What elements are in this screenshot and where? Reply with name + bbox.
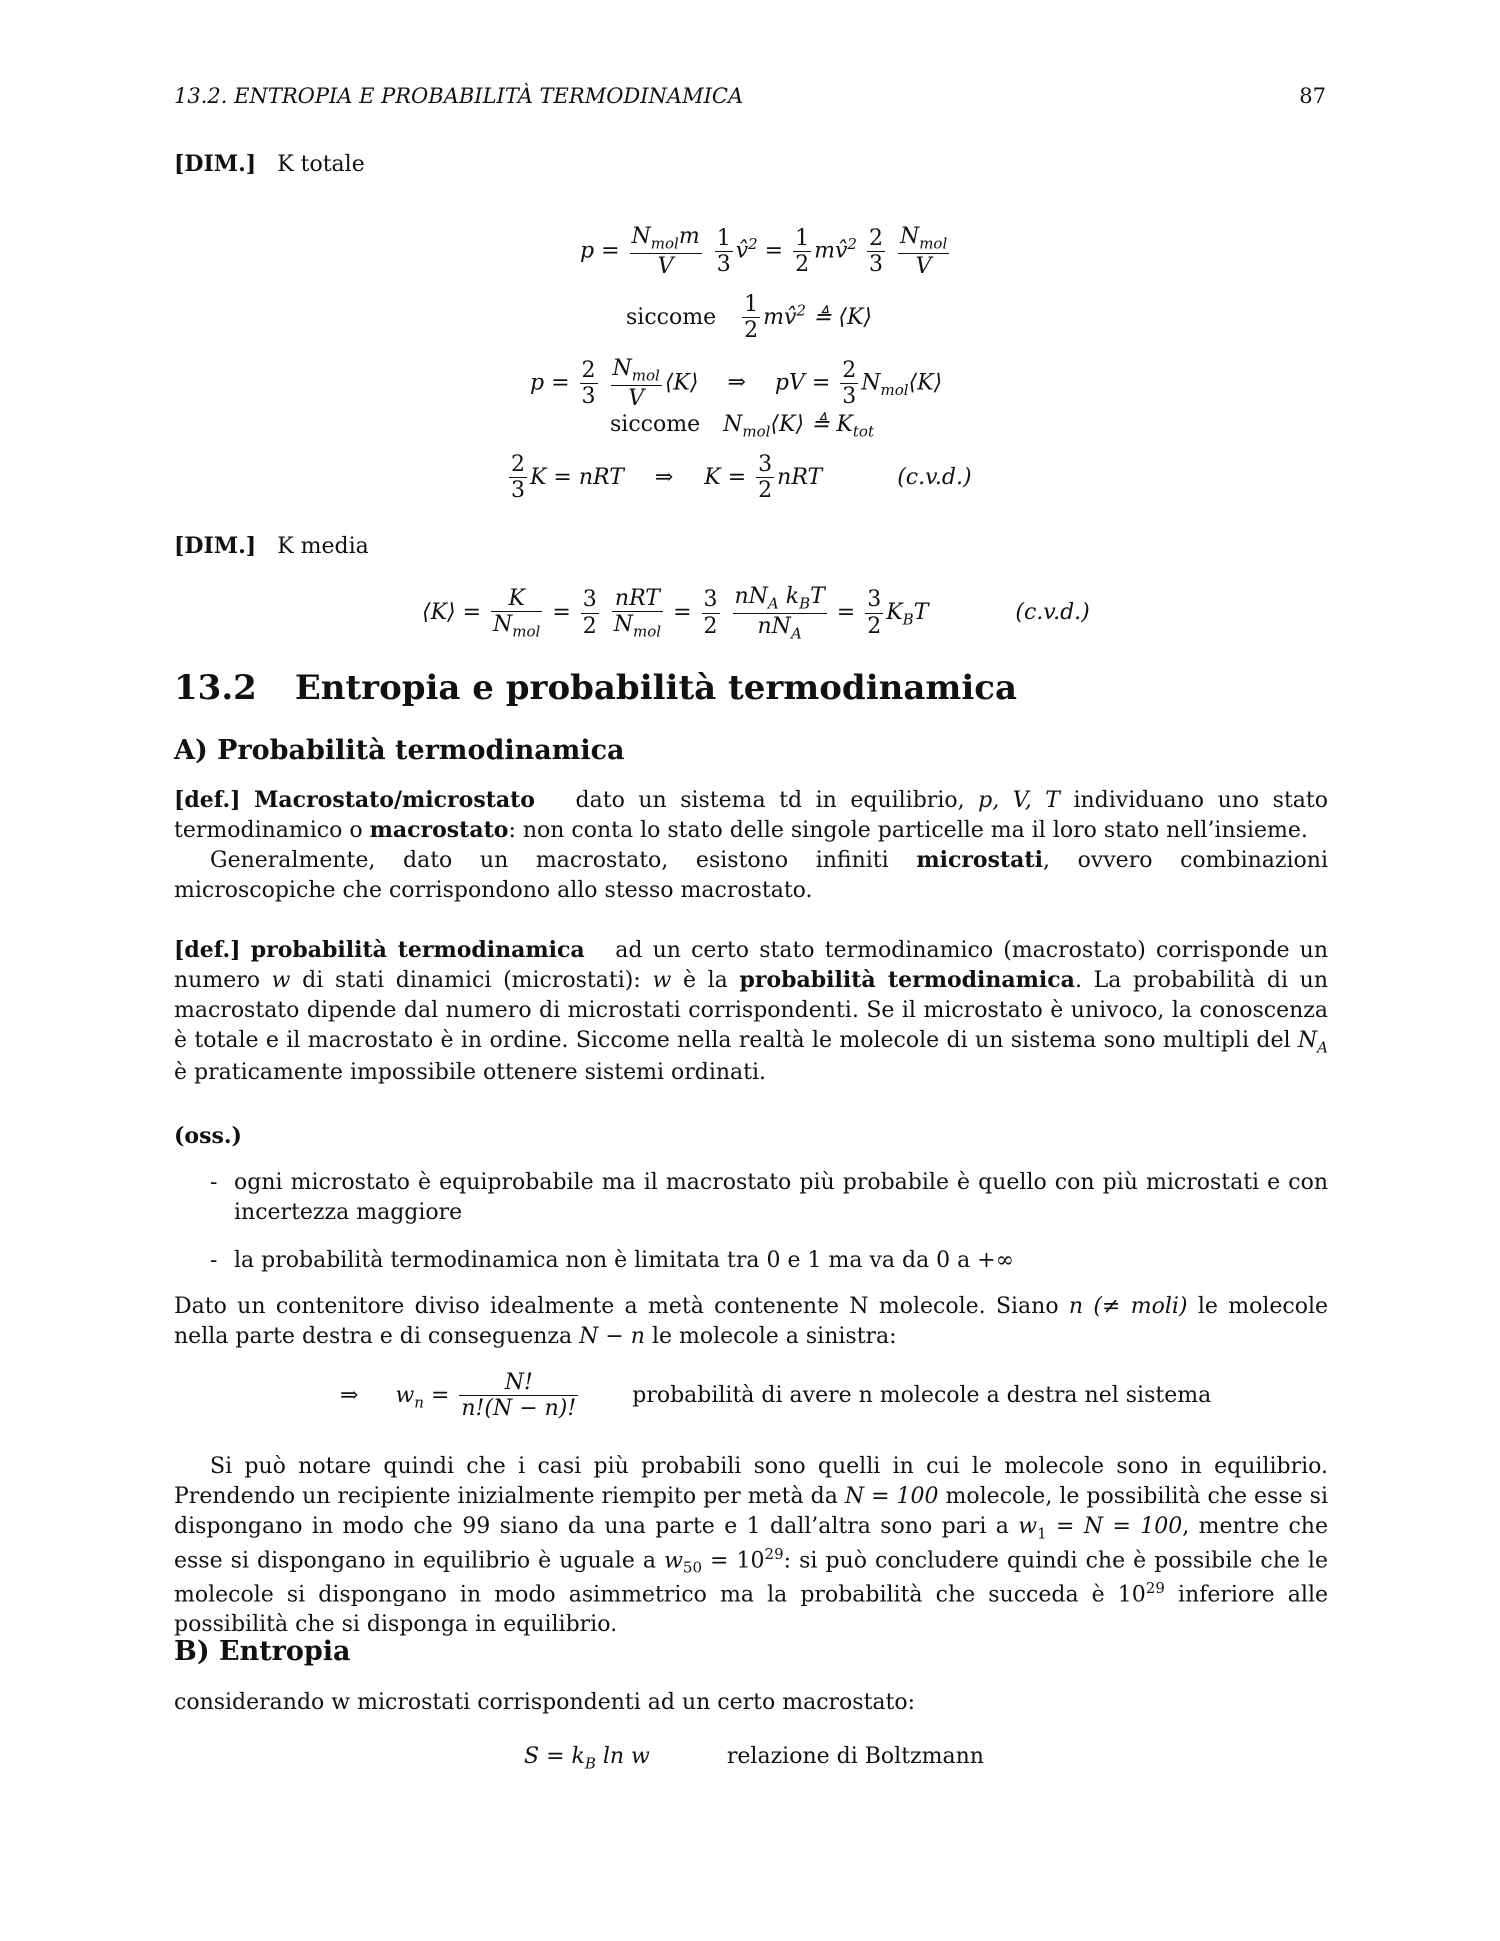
- list-item-text: la probabilità termodinamica non è limitata tra 0 e 1 ma va da 0 a +∞: [234, 1247, 1015, 1273]
- def-var: w: [652, 967, 672, 993]
- def-bold: probabilità termodinamica: [739, 966, 1075, 993]
- definition-macrostato: [174, 786, 1328, 906]
- oss-tag: [174, 1122, 1328, 1152]
- fraction: $\frac{3}{2}$: [758, 452, 773, 504]
- fraction: $\frac{N_{mol}}{V}$: [612, 356, 660, 411]
- para-text: molecole, le possibilità che esse si dispongano in modo che 99 siano da una parte e 1 dall’altra sono pari a: [174, 1483, 1328, 1539]
- para-var: w: [1018, 1513, 1038, 1539]
- cvd-label: (c.v.d.): [1015, 600, 1090, 626]
- paragraph-equilibrio: [174, 1452, 1328, 1640]
- boltzmann-rest: ln w: [595, 1744, 650, 1769]
- wn-description: probabilità di avere n molecole a destra nel sistema: [632, 1382, 1212, 1408]
- para-var: n: [1068, 1294, 1084, 1319]
- def-bold: macrostato: [369, 816, 509, 843]
- para-sup: 29: [764, 1544, 784, 1563]
- dim-label: K media: [277, 534, 369, 559]
- equation-k-totale: $\frac{2}{3}$ K = nRT ⇒ K = $\frac{3}{2}$ nRT (c.v.d.): [511, 452, 972, 504]
- boltzmann-description: relazione di Boltzmann: [726, 1744, 984, 1769]
- dim-tag: [DIM.]: [174, 151, 257, 177]
- list-dash: -: [210, 1247, 218, 1273]
- list-item: [210, 1246, 1328, 1276]
- fraction: $\frac{3}{2}$: [582, 587, 597, 639]
- fraction: $\frac{2}{3}$: [511, 452, 525, 504]
- implies-arrow: ⇒: [340, 1382, 359, 1408]
- fraction: $\frac{N_{mol}}{V}$: [899, 224, 948, 279]
- cvd-label: (c.v.d.): [897, 464, 972, 490]
- para-text: , mentre che esse si dispongano in equilibrio è uguale a: [174, 1513, 1328, 1573]
- page-number: 87: [1299, 84, 1326, 108]
- paragraph-entropia: [174, 1688, 1328, 1718]
- fraction: $\frac{1}{2}$: [795, 225, 810, 277]
- fraction: $\frac{1}{2}$: [744, 292, 759, 344]
- def-term: probabilità termodinamica: [250, 937, 585, 963]
- wn-numerator: N!: [459, 1370, 578, 1396]
- list-item-text: ogni microstato è equiprobabile ma il macrostato più probabile è quello con più microstati e con incertezza maggiore: [234, 1170, 1328, 1225]
- para-text: considerando w microstati corrispondenti ad un certo macrostato:: [174, 1690, 916, 1715]
- equation-k-media: ⟨K⟩ = $\frac{K}{N_{mol}}$ = $\frac{3}{2}$ $\frac{\text{nRT}}{N_{mol}}$ = $\frac{3}{2}$ $\frac{nN_A k_BT}{nN_A}$ = $\frac{3}{2}$ $K_BT$ (c.v.d.): [422, 584, 1090, 643]
- equation-pressure-1: p = $\frac{N_{mol}m}{V}$ $\frac{1}{3}$ v̂$^2$ = $\frac{1}{2}$ mv̂$^2$ $\frac{2}{3}$ $\frac{N_{mol}}{V}$: [580, 224, 948, 279]
- dim-k-totale: [174, 150, 1328, 180]
- def-text: di stati dinamici (microstati):: [290, 967, 653, 993]
- para-text: le molecole nella parte destra e di conseguenza: [174, 1294, 1329, 1349]
- fraction: $\frac{2}{3}$: [842, 357, 857, 409]
- section-number: 13.2: [174, 668, 257, 708]
- def-sub: A: [1317, 1038, 1328, 1057]
- fraction: [459, 1370, 578, 1422]
- def-text: , ovvero combinazioni microscopiche che corrispondono allo stesso macrostato.: [174, 847, 1329, 903]
- para-sup: 29: [1145, 1578, 1165, 1597]
- fraction: $\frac{2}{3}$: [581, 357, 596, 409]
- def-var: N: [1297, 1027, 1318, 1053]
- dim-label: K totale: [277, 152, 365, 177]
- siccome-word: siccome: [626, 304, 717, 330]
- list-dash: -: [210, 1170, 218, 1195]
- def-var: w: [271, 967, 291, 993]
- para-var: N − n: [579, 1323, 645, 1349]
- fraction: $\frac{3}{2}$: [703, 587, 718, 639]
- def-text: . La probabilità di un macrostato dipende dal numero di microstati corrispondenti. Se il microstato è univoco, la conoscenza è totale e il macrostato è in ordine. Siccome nella realtà le molecole di un sistema sono multipli del: [174, 967, 1328, 1053]
- def-bold: microstati: [916, 846, 1043, 873]
- paragraph-contenitore: [174, 1292, 1328, 1352]
- para-var: = N = 100: [1046, 1513, 1183, 1539]
- para-sub: 1: [1037, 1524, 1047, 1543]
- def-tag: [def.]: [174, 787, 241, 813]
- def-text: è la: [671, 967, 740, 993]
- def-text: individuano uno stato termodinamico o: [174, 788, 1329, 843]
- fraction: $\frac{3}{2}$: [867, 587, 882, 639]
- para-text: le molecole a sinistra:: [644, 1323, 897, 1349]
- fraction: $\frac{2}{3}$: [868, 225, 883, 277]
- equation-siccome-1: siccome $\frac{1}{2}$ mv̂$^2$ ≜ ⟨K⟩: [626, 292, 872, 344]
- def-text: ad un certo stato termodinamico (macrostato) corrisponde un numero: [174, 938, 1328, 993]
- def-text: è praticamente impossibile ottenere sistemi ordinati.: [174, 1059, 767, 1085]
- equation-siccome-2: siccome $N_{mol}⟨K⟩$ ≜ $K_{tot}$: [610, 412, 874, 441]
- def-text: Generalmente, dato un macrostato, esistono infiniti: [210, 847, 917, 873]
- para-sub: 50: [682, 1558, 702, 1577]
- para-text: Dato un contenitore diviso idealmente a metà contenente N molecole. Siano: [174, 1294, 1069, 1319]
- subsection-heading-a: A) Probabilità termodinamica: [174, 735, 625, 766]
- para-text: inferiore alle possibilità che si disponga in equilibrio.: [174, 1582, 1329, 1637]
- para-var: = 10: [702, 1547, 765, 1573]
- definition-probabilita: [174, 936, 1328, 1087]
- fraction: $\frac{1}{3}$: [716, 225, 731, 277]
- running-head-title: 13.2. ENTROPIA E PROBABILITÀ TERMODINAMICA: [174, 84, 744, 108]
- para-text: Si può notare quindi che i casi più probabili sono quelli in cui le molecole sono in equilibrio. Prendendo un recipiente inizialmente riempito per metà da: [174, 1454, 1328, 1509]
- running-head: [174, 82, 1326, 111]
- subsection-heading-b: B) Entropia: [174, 1636, 351, 1667]
- para-text: : si può concludere quindi che è possibile che le molecole si dispongano in modo asimmetrico ma la probabilità che succeda è 10: [174, 1547, 1328, 1608]
- dim-tag: [DIM.]: [174, 533, 257, 559]
- para-var: w: [664, 1547, 683, 1573]
- fraction: $\frac{\text{nRT}}{N_{mol}}$: [613, 585, 662, 641]
- para-var: N = 100: [844, 1483, 939, 1509]
- para-var: (≠ moli): [1083, 1294, 1188, 1319]
- def-text: : non conta lo stato delle singole particelle ma il loro stato nell’insieme.: [508, 817, 1308, 843]
- wn-lhs: w: [395, 1382, 415, 1408]
- fraction: $\frac{N_{mol}m}{V}$: [631, 224, 700, 279]
- boltzmann-sub: B: [584, 1754, 596, 1773]
- wn-sub: n: [414, 1393, 424, 1412]
- oss-label: (oss.): [174, 1123, 242, 1149]
- fraction: $\frac{nN_A k_BT}{nN_A}$: [734, 584, 825, 643]
- wn-denominator: n!(N − n)!: [461, 1396, 577, 1422]
- equation-boltzmann: [524, 1742, 984, 1774]
- equation-pressure-2: p = $\frac{2}{3}$ $\frac{N_{mol}}{V}$ ⟨K⟩ ⇒ pV = $\frac{2}{3}$ $N_{mol}⟨K⟩$: [530, 356, 943, 411]
- siccome-word: siccome: [610, 412, 701, 437]
- equation-wn: ⇒ $w_n$ = $\frac{N!}{n!(N - n)!}$ probabilità di avere n molecole a destra nel sistema: [340, 1370, 1212, 1422]
- def-text: dato un sistema td in equilibrio,: [575, 788, 979, 813]
- boltzmann-lhs: S = k: [524, 1744, 585, 1769]
- list-item: [210, 1168, 1328, 1228]
- dim-k-media: [174, 532, 1328, 562]
- def-term: Macrostato/microstato: [254, 787, 535, 813]
- def-tag: [def.]: [174, 937, 241, 963]
- def-vars: p, V, T: [978, 788, 1060, 813]
- fraction: $\frac{K}{N_{mol}}$: [493, 585, 541, 641]
- section-title: Entropia e probabilità termodinamica: [294, 668, 1017, 708]
- oss-list: [210, 1168, 1328, 1276]
- section-heading: [174, 665, 1017, 711]
